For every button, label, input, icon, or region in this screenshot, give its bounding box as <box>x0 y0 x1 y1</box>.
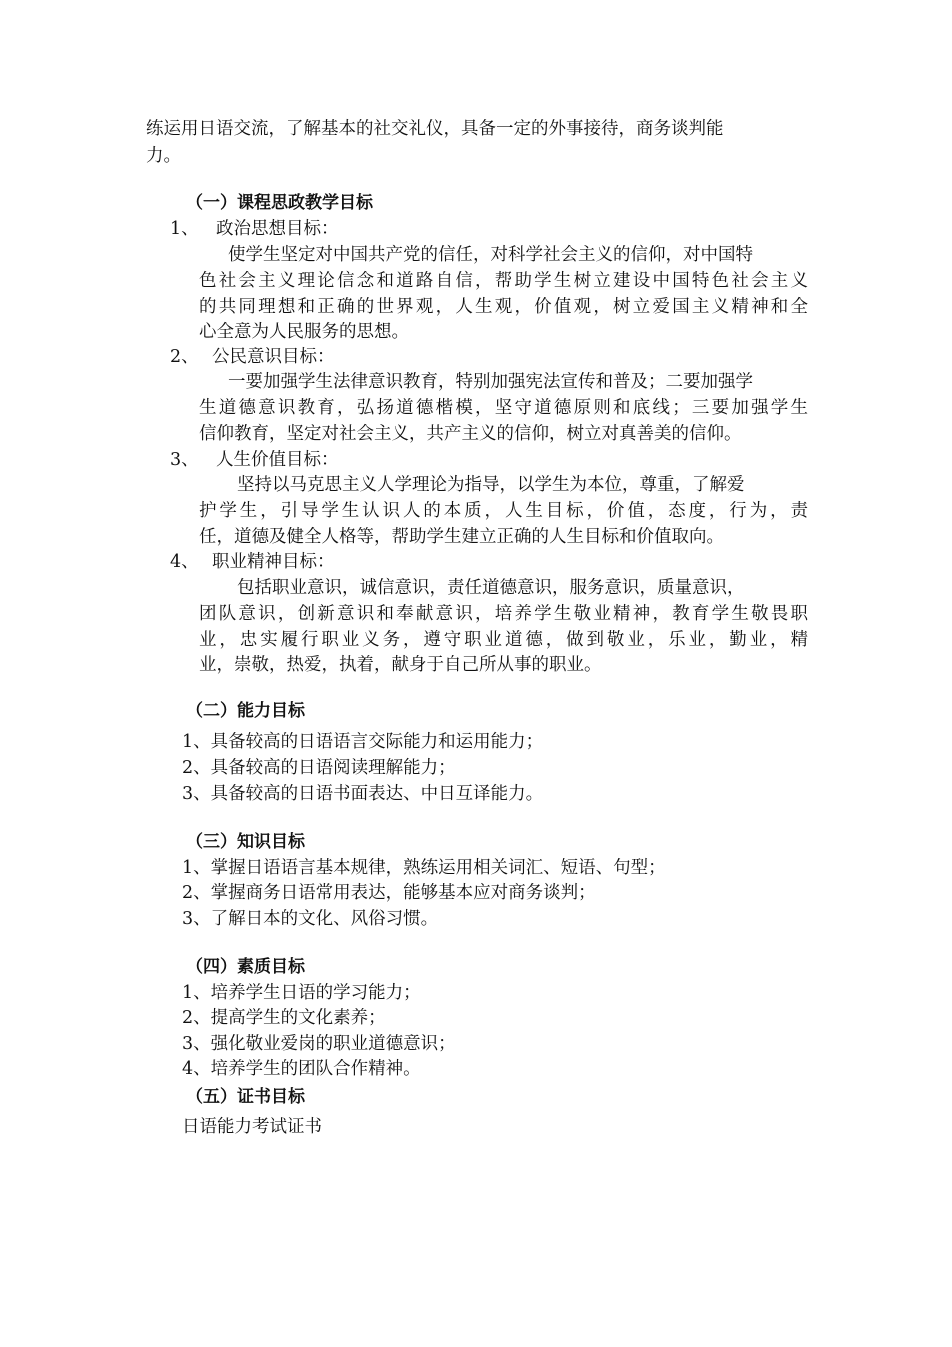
item2-body-line-3: 信仰教育，坚定对社会主义，共产主义的信仰，树立对真善美的信仰。 <box>199 424 742 444</box>
section4-heading: （四）素质目标 <box>186 957 305 977</box>
section5-heading: （五）证书目标 <box>186 1087 305 1107</box>
item4-body-line-2: 团队意识，创新意识和奉献意识，培养学生敬业精神，教育学生敬畏职 <box>199 604 808 624</box>
item4-title: 职业精神目标： <box>212 552 335 572</box>
section2-heading: （二）能力目标 <box>186 701 305 721</box>
item4-body-line-3: 业，忠实履行职业义务，遵守职业道德，做到敬业，乐业，勤业，精 <box>199 630 808 650</box>
section2-item-1: 1、具备较高的日语语言交际能力和运用能力； <box>182 732 544 752</box>
section4-item-2: 2、提高学生的文化素养； <box>182 1008 386 1028</box>
section3-item-3: 3、了解日本的文化、风俗习惯。 <box>182 909 439 929</box>
item3-body-line-3: 任，道德及健全人格等，帮助学生建立正确的人生目标和价值取向。 <box>199 527 724 547</box>
section5-text: 日语能力考试证书 <box>182 1117 322 1137</box>
section4-item-3: 3、强化敬业爱岗的职业道德意识； <box>182 1034 456 1054</box>
item2-body-line-2: 生道德意识教育，弘扬道德楷模，坚守道德原则和底线；三要加强学生 <box>199 398 808 418</box>
item4-body-line-4: 业，崇敬，热爱，执着，献身于自己所从事的职业。 <box>199 655 602 675</box>
item1-number: 1、 <box>170 219 199 239</box>
intro-line-1: 练运用日语交流，了解基本的社交礼仪，具备一定的外事接待，商务谈判能 <box>146 119 724 139</box>
section4-item-4: 4、培养学生的团队合作精神。 <box>182 1059 421 1079</box>
item1-body-line-4: 心全意为人民服务的思想。 <box>199 322 409 342</box>
item2-body-line-1: 一要加强学生法律意识教育，特别加强宪法宣传和普及；二要加强学 <box>228 372 753 392</box>
item3-body-line-1: 坚持以马克思主义人学理论为指导，以学生为本位，尊重，了解爱 <box>237 475 745 495</box>
item4-number: 4、 <box>170 552 199 572</box>
item1-body-line-3: 的共同理想和正确的世界观，人生观，价值观，树立爱国主义精神和全 <box>199 297 808 317</box>
item3-body-line-2: 护学生，引导学生认识人的本质，人生目标，价值，态度，行为，责 <box>199 501 808 521</box>
item3-title: 人生价值目标： <box>216 450 339 470</box>
section2-item-3: 3、具备较高的日语书面表达、中日互译能力。 <box>182 784 544 804</box>
item1-body-line-2: 色社会主义理论信念和道路自信，帮助学生树立建设中国特色社会主义 <box>199 271 808 291</box>
item2-number: 2、 <box>170 347 199 367</box>
section1-heading: （一）课程思政教学目标 <box>186 193 373 213</box>
item1-title: 政治思想目标： <box>216 219 339 239</box>
item1-body-line-1: 使学生坚定对中国共产党的信任，对科学社会主义的信仰，对中国特 <box>228 245 753 265</box>
section3-heading: （三）知识目标 <box>186 832 305 852</box>
intro-line-2: 力。 <box>146 146 181 166</box>
item3-number: 3、 <box>170 450 199 470</box>
section3-item-1: 1、掌握日语语言基本规律，熟练运用相关词汇、短语、句型； <box>182 858 666 878</box>
item2-title: 公民意识目标： <box>212 347 335 367</box>
section4-item-1: 1、培养学生日语的学习能力； <box>182 983 421 1003</box>
section2-item-2: 2、具备较高的日语阅读理解能力； <box>182 758 456 778</box>
item4-body-line-1: 包括职业意识，诚信意识，责任道德意识，服务意识，质量意识， <box>237 578 745 598</box>
section3-item-2: 2、掌握商务日语常用表达，能够基本应对商务谈判； <box>182 883 596 903</box>
